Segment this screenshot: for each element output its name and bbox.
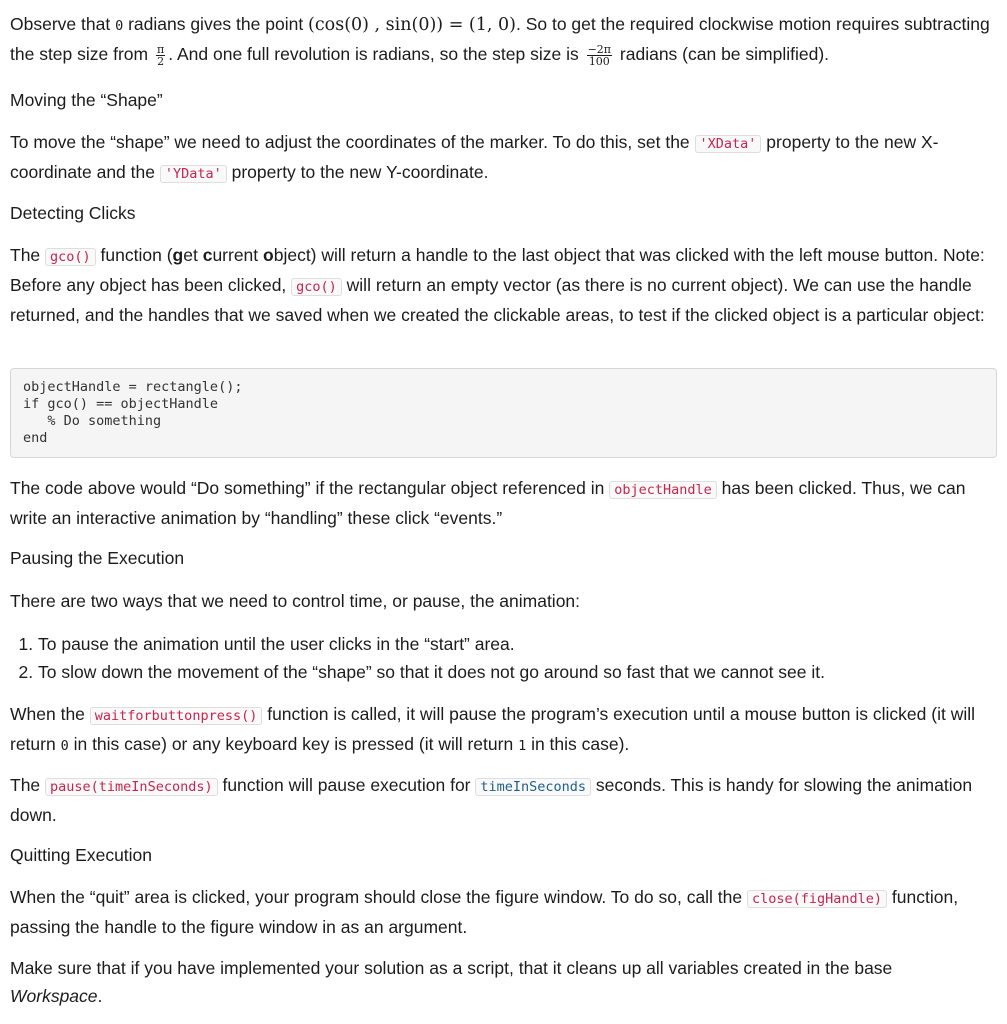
- list-item: 2. To slow down the movement of the “shape” so that it does not go around so fast that we cannot see it.: [38, 658, 1007, 686]
- text: function, passing the handle to the figure window in as an argument.: [10, 887, 959, 937]
- paragraph-moving: [10, 128, 995, 188]
- inline-code-gco: gco(): [291, 278, 342, 296]
- text: When the: [10, 704, 90, 724]
- bold-letter: g: [172, 245, 184, 265]
- text: seconds. This is handy for slowing the animation down.: [10, 775, 973, 825]
- text: function (: [95, 245, 173, 265]
- bold-letter: c: [202, 245, 213, 265]
- inline-code-xdata: 'XData': [695, 135, 762, 153]
- paragraph-step-size: [10, 10, 995, 68]
- text: .: [97, 986, 103, 1006]
- text: The: [10, 775, 46, 795]
- bold-letter: o: [263, 245, 274, 265]
- text: The code above would “Do something” if the rectangular object referenced in: [10, 478, 610, 498]
- text: Observe that: [10, 14, 116, 34]
- paragraph-cleanup: [10, 954, 910, 1010]
- paragraph-code-explained: [10, 474, 995, 532]
- text: in this case).: [526, 734, 630, 754]
- text: bject) will return a handle to the last object that was clicked with the left mouse button. Note: Before any object has been clicked,: [10, 245, 985, 295]
- text: in this case) or any keyboard key is pressed (it will return: [68, 734, 519, 754]
- text: Make sure that if you have implemented your solution as a script, that it cleans up all variables created in the base: [10, 958, 893, 978]
- text: The: [10, 245, 46, 265]
- inline-code-time-in-seconds: timeInSeconds: [475, 778, 591, 796]
- text: et: [183, 245, 203, 265]
- fraction-pi-over-2: [156, 44, 165, 67]
- text: function is called, it will pause the program’s execution until a mouse button is clicked (it will return: [10, 704, 975, 754]
- paragraph-pause-function: [10, 771, 995, 829]
- pause-list: [10, 630, 1007, 686]
- fraction-denominator: 2: [157, 54, 165, 68]
- heading-detecting-clicks: Detecting Clicks: [10, 203, 136, 223]
- heading-quitting: Quitting Execution: [10, 845, 153, 865]
- heading-pausing: Pausing the Execution: [10, 548, 185, 568]
- text: will return an empty vector (as there is no current object). We can use the handle returned, and the handles that we saved when we created the clickable areas, to test if the clicked object is a particular object:: [10, 275, 985, 325]
- text: . And one full revolution is radians, so the step size is: [168, 44, 584, 64]
- text: radians gives the point: [123, 14, 309, 34]
- math-point: (cos(0) , sin(0)) = (1, 0): [308, 15, 516, 35]
- paragraph-pause-intro: There are two ways that we need to control time, or pause, the animation:: [10, 591, 581, 611]
- fraction-denominator: 100: [588, 54, 610, 68]
- text: When the “quit” area is clicked, your program should close the figure window. To do so, call the: [10, 887, 747, 907]
- workspace-term: Workspace: [10, 986, 98, 1006]
- fraction-numerator: π: [156, 42, 165, 56]
- inline-code-one: 1: [518, 738, 527, 754]
- paragraph-waitforbuttonpress: [10, 700, 995, 760]
- code-block: objectHandle = rectangle(); if gco() == objectHandle % Do something end: [10, 368, 997, 458]
- text: . So to get the required clockwise motion requires subtracting the step size from: [10, 14, 990, 64]
- text: radians (can be simplified).: [615, 44, 830, 64]
- inline-code-zero: 0: [115, 18, 124, 34]
- text: To move the “shape” we need to adjust the coordinates of the marker. To do this, set the: [10, 132, 695, 152]
- heading-moving-shape: Moving the “Shape”: [10, 90, 163, 110]
- inline-code-gco: gco(): [45, 248, 96, 266]
- fraction-step-size: [587, 44, 612, 67]
- inline-code-ydata: 'YData': [160, 165, 227, 183]
- paragraph-gco: [10, 241, 995, 329]
- inline-code-object-handle: objectHandle: [609, 481, 717, 499]
- inline-code-close: close(figHandle): [747, 890, 887, 908]
- paragraph-quit: [10, 883, 995, 941]
- text: has been clicked. Thus, we can write an interactive animation by “handling” these click “events.”: [10, 478, 966, 528]
- fraction-numerator: −2π: [587, 42, 612, 56]
- inline-code-waitforbuttonpress: waitforbuttonpress(): [90, 707, 263, 725]
- list-item: 1. To pause the animation until the user clicks in the “start” area.: [38, 630, 1007, 658]
- text: function will pause execution for: [217, 775, 476, 795]
- text: property to the new X-coordinate and the: [10, 132, 939, 182]
- text: urrent: [212, 245, 264, 265]
- inline-code-pause: pause(timeInSeconds): [45, 778, 218, 796]
- inline-code-zero: 0: [60, 738, 69, 754]
- text: property to the new Y-coordinate.: [226, 162, 489, 182]
